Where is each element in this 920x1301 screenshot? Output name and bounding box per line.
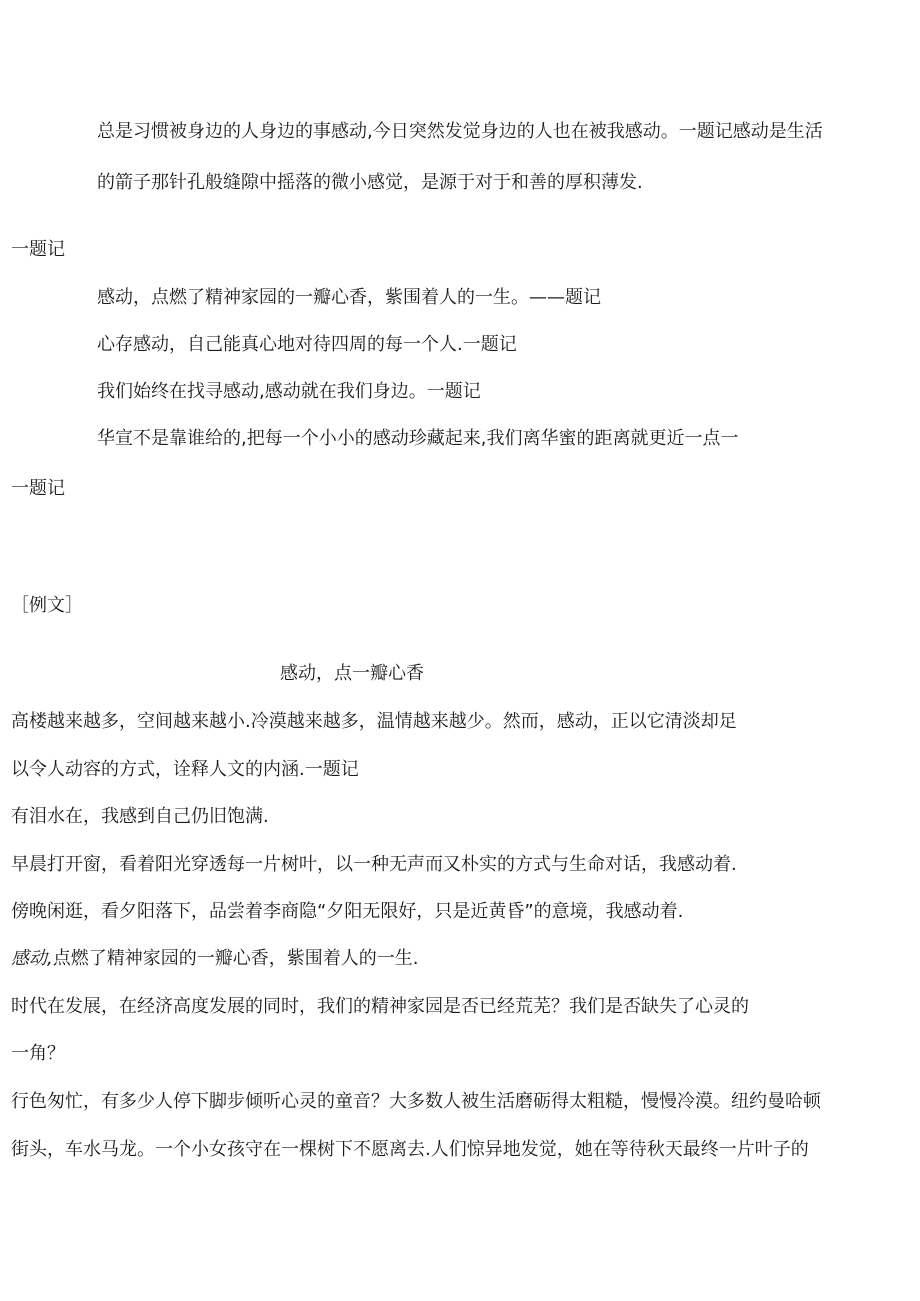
intro-line-2: 的箭子那针孔般缝隙中摇落的微小感觉，是源于对于和善的厚积薄发. (97, 172, 643, 193)
essay-p1-line-2: 以令人动容的方式，诠释人文的内涵.一题记 (11, 759, 359, 780)
essay-p2: 有泪水在，我感到自己仍旧饱满. (11, 806, 269, 827)
quote-4: 华宣不是靠谁给的,把每一个小小的感动珍藏起来,我们离华蜜的距离就更近一点一 (97, 428, 739, 449)
essay-p7-line-2: 街头，车水马龙。一个小女孩守在一棵树下不愿离去.人们惊异地发觉，她在等待秋天最终一片叶子的 (11, 1139, 809, 1160)
quote-1: 感动，点燃了精神家园的一瓣心香，紫围着人的一生。——题记 (97, 287, 601, 308)
quote-3: 我们始终在找寻感动,感动就在我们身边。一题记 (97, 381, 481, 402)
essay-p5-rest: 点燃了精神家园的一瓣心香，紫围着人的一生. (52, 948, 419, 969)
essay-p4: 傍晚闲逛，看夕阳落下，品尝着李商隐“夕阳无限好，只是近黄昏”的意境，我感动着. (11, 901, 684, 922)
essay-p7-line-1: 行色匆忙，有多少人停下脚步倾听心灵的童音？大多数人被生活磨砺得太粗糙，慢慢冷漠。纽约曼哈顿 (11, 1091, 821, 1112)
essay-p5-italic: 感动, (11, 948, 53, 969)
essay-p1-line-1: 高楼越来越多，空间越来越小.冷漠越来越多，温情越来越少。然而，感动，正以它清淡却足 (11, 711, 737, 732)
intro-line-1: 总是习惯被身边的人身边的事感动,今日突然发觉身边的人也在被我感动。一题记感动是生活 (97, 121, 823, 142)
essay-p6-line-2: 一角？ (11, 1043, 65, 1064)
intro-line-3: 一题记 (11, 239, 65, 260)
essay-p6-line-1: 时代在发展，在经济高度发展的同时，我们的精神家园是否已经荒芜？我们是否缺失了心灵的 (11, 996, 749, 1017)
quote-tail: 一题记 (11, 478, 65, 499)
essay-p5 (11, 947, 418, 971)
quote-2: 心存感动，自己能真心地对待四周的每一个人.一题记 (97, 334, 517, 355)
essay-title: 感动，点一瓣心香 (280, 663, 424, 684)
example-label: ［例文］ (11, 595, 83, 616)
essay-p3: 早晨打开窗，看着阳光穿透每一片树叶，以一种无声而又朴实的方式与生命对话，我感动着. (11, 854, 737, 875)
